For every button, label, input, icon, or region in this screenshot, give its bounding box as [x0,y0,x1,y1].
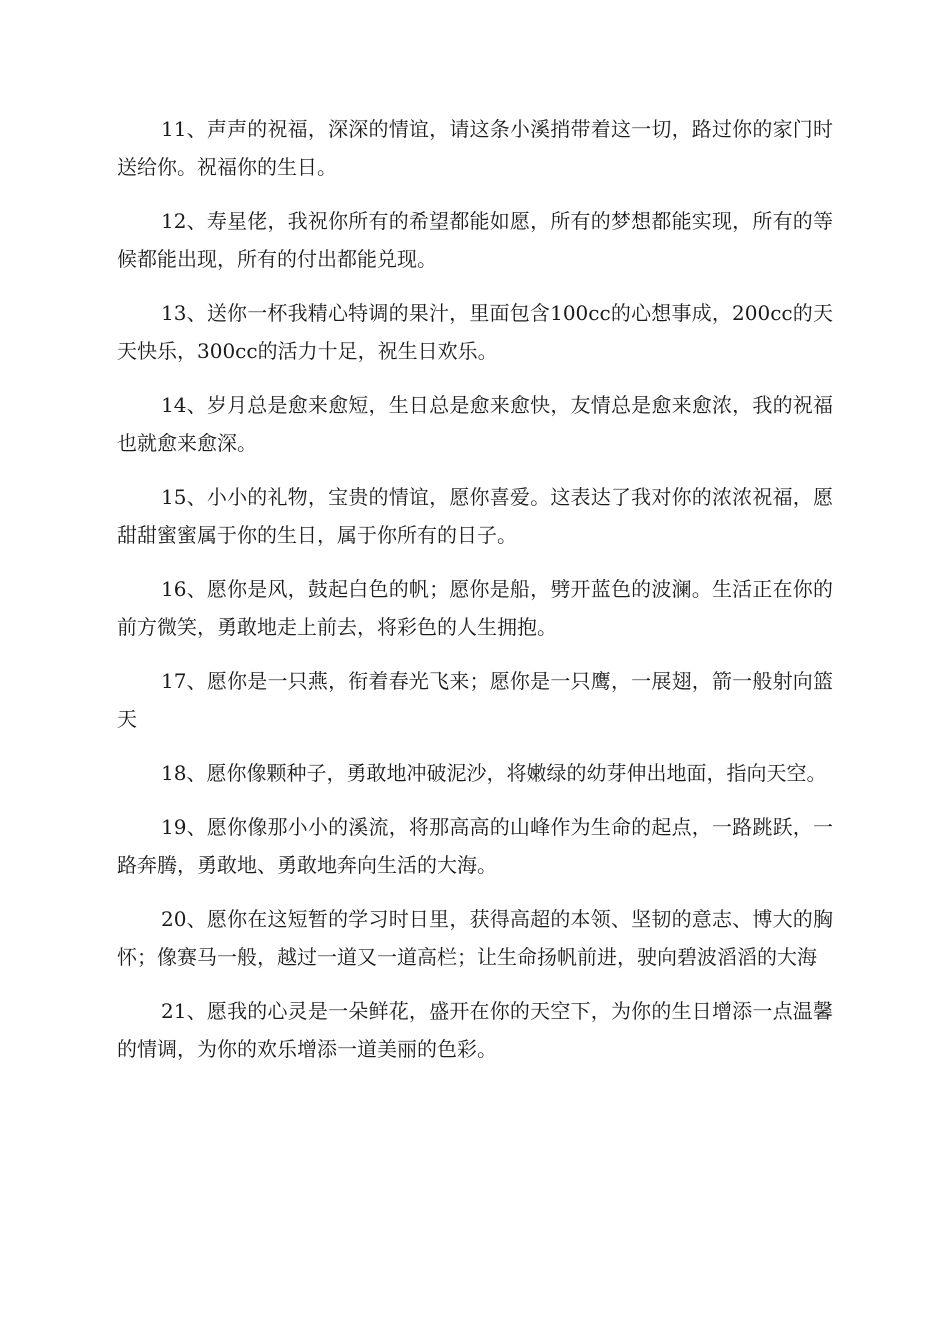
document-page [117,110,833,1084]
paragraph-18: 18、愿你像颗种子，勇敢地冲破泥沙，将嫩绿的幼芽伸出地面，指向天空。 [161,761,827,785]
paragraph-21: 21、愿我的心灵是一朵鲜花，盛开在你的天空下，为你的生日增添一点温馨的情调，为你的欢乐增添一道美丽的色彩。 [117,999,833,1061]
paragraph-17: 17、愿你是一只燕，衔着春光飞来；愿你是一只鹰，一展翅，箭一般射向篮天 [117,669,833,731]
paragraph-13: 13、送你一杯我精心特调的果汁，里面包含100cc的心想事成，200cc的天天快乐，300cc的活力十足，祝生日欢乐。 [117,301,833,363]
paragraph-11: 11、声声的祝福，深深的情谊，请这条小溪捎带着这一切，路过你的家门时送给你。祝福你的生日。 [117,117,833,179]
paragraph-12: 12、寿星佬，我祝你所有的希望都能如愿，所有的梦想都能实现，所有的等候都能出现，所有的付出都能兑现。 [117,209,833,271]
paragraph-20: 20、愿你在这短暂的学习时日里，获得高超的本领、坚韧的意志、博大的胸怀；像赛马一般，越过一道又一道高栏；让生命扬帆前进，驶向碧波滔滔的大海 [117,907,833,969]
paragraph-19: 19、愿你像那小小的溪流，将那高高的山峰作为生命的起点，一路跳跃，一路奔腾，勇敢地、勇敢地奔向生活的大海。 [117,815,833,877]
paragraph-16: 16、愿你是风，鼓起白色的帆；愿你是船，劈开蓝色的波澜。生活正在你的前方微笑，勇敢地走上前去，将彩色的人生拥抱。 [117,577,833,639]
paragraph-14: 14、岁月总是愈来愈短，生日总是愈来愈快，友情总是愈来愈浓，我的祝福也就愈来愈深。 [117,393,833,455]
paragraph-15: 15、小小的礼物，宝贵的情谊，愿你喜爱。这表达了我对你的浓浓祝福，愿甜甜蜜蜜属于你的生日，属于你所有的日子。 [117,485,833,547]
